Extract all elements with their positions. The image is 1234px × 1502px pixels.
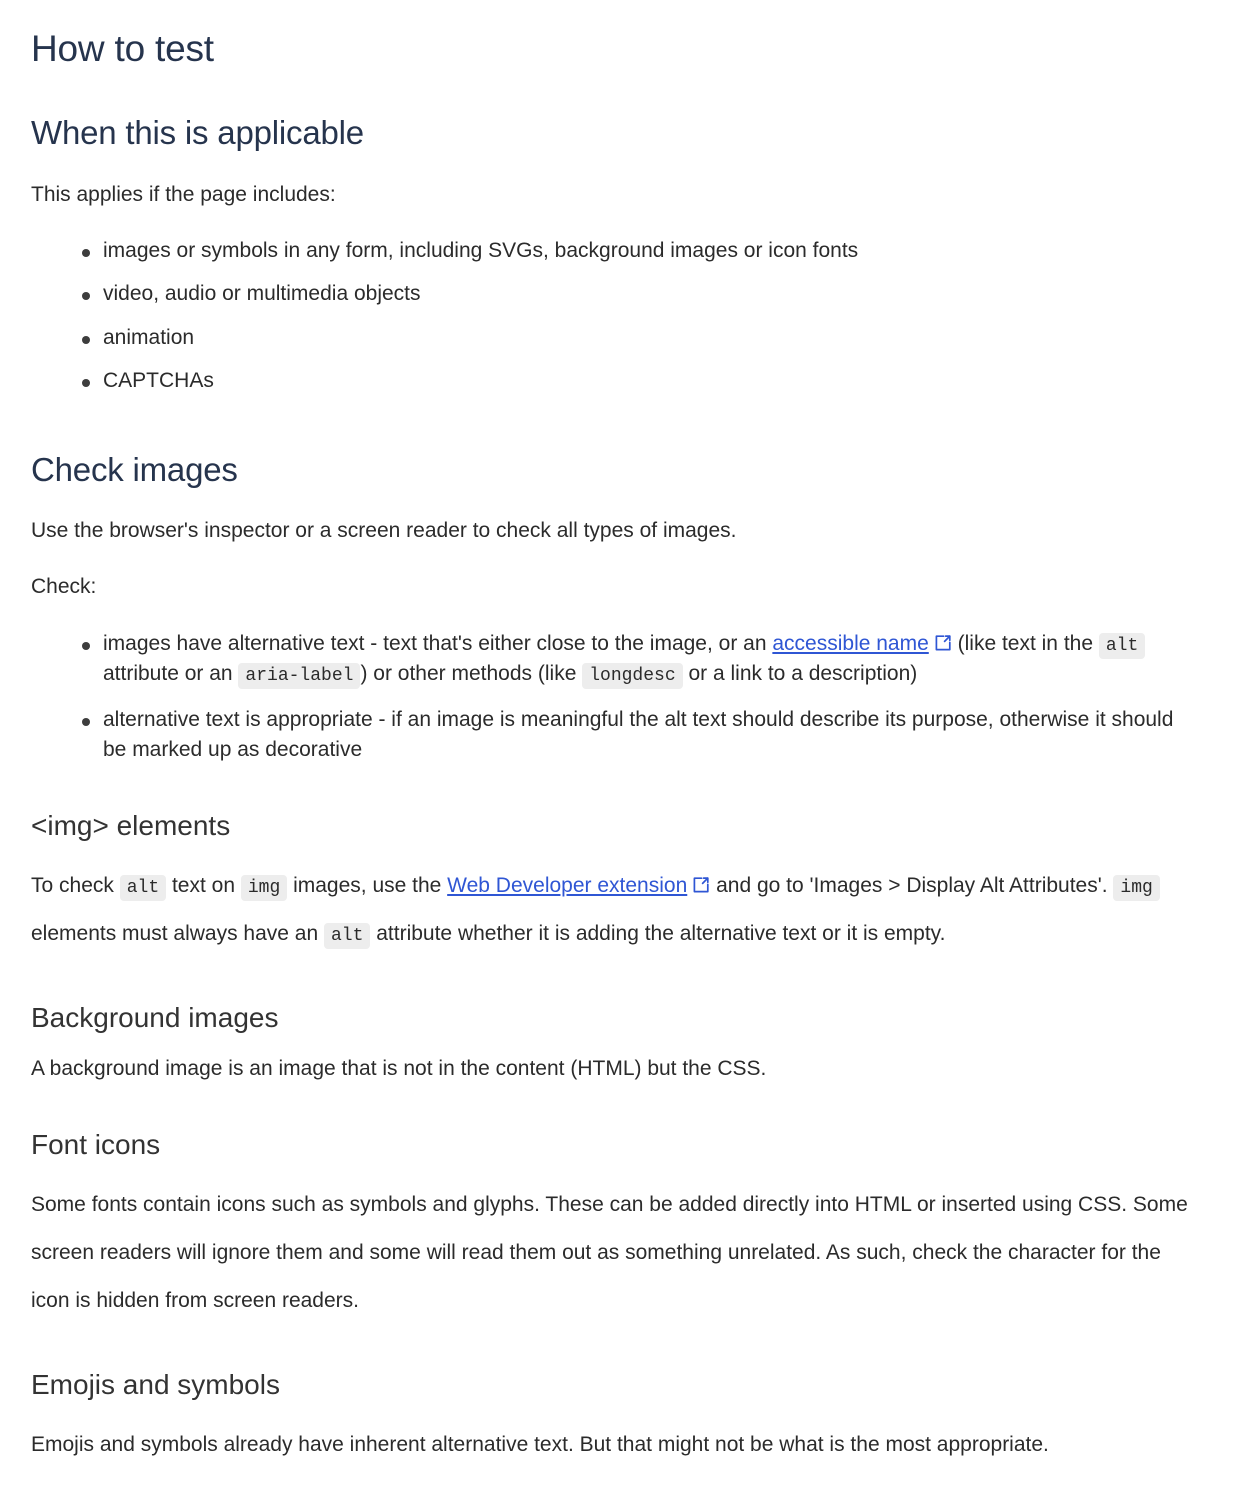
bullet-text-part: (like text in the bbox=[951, 631, 1099, 655]
bullet-text-part: attribute or an bbox=[103, 662, 239, 686]
check-label: Check: bbox=[31, 575, 97, 599]
list-item bbox=[31, 629, 1202, 690]
applicable-list bbox=[31, 236, 1202, 397]
text-part: images, use the bbox=[287, 873, 448, 897]
bullet-text-part: images have alternative text - text that's either close to the image, or an bbox=[103, 631, 773, 655]
section-heading-emojis-and-symbols: Emojis and symbols bbox=[31, 1368, 280, 1400]
code-img: img bbox=[241, 875, 287, 901]
section-heading-font-icons: Font icons bbox=[31, 1128, 161, 1160]
check-images-list bbox=[31, 629, 1202, 766]
code-aria-label: aria-label bbox=[238, 663, 360, 689]
section-heading-background-images: Background images bbox=[31, 1001, 279, 1033]
code-alt: alt bbox=[1099, 633, 1145, 659]
text-part: To check bbox=[31, 873, 120, 897]
text-part: text on bbox=[166, 873, 241, 897]
text-part: elements must always have an bbox=[31, 921, 324, 945]
img-elements-body bbox=[31, 862, 1202, 958]
code-alt: alt bbox=[324, 923, 370, 949]
list-item: alternative text is appropriate - if an image is meaningful the alt text should describe its purpose, otherwise it should be marked up as decorative bbox=[31, 705, 1202, 766]
code-img: img bbox=[1113, 875, 1159, 901]
link-label: accessible name bbox=[772, 631, 929, 655]
section-heading-when-applicable: When this is applicable bbox=[31, 114, 364, 152]
code-alt: alt bbox=[120, 875, 166, 901]
font-icons-body: Some fonts contain icons such as symbols and glyphs. These can be added directly into HTML or inserted using CSS. Some screen readers will ignore them and some will read them out as something unrelated. As such, check the character for the icon is hidden from screen readers. bbox=[31, 1192, 1188, 1312]
check-images-intro-text: Use the browser's inspector or a screen reader to check all types of images. bbox=[31, 518, 737, 542]
section-heading-check-images: Check images bbox=[31, 450, 238, 488]
page-title: How to test bbox=[31, 28, 214, 69]
web-developer-extension-link[interactable] bbox=[447, 874, 687, 897]
list-item: animation bbox=[31, 323, 1202, 353]
link-label: Web Developer extension bbox=[447, 873, 688, 897]
code-longdesc: longdesc bbox=[582, 663, 682, 689]
accessible-name-link[interactable] bbox=[772, 632, 928, 655]
bullet-text-part: ) or other methods (like bbox=[360, 662, 583, 686]
emojis-body: Emojis and symbols already have inherent alternative text. But that might not be what is the most appropriate. bbox=[31, 1432, 1049, 1456]
external-link-icon bbox=[934, 634, 952, 652]
background-images-body: A background image is an image that is not in the content (HTML) but the CSS. bbox=[31, 1057, 767, 1081]
list-item: video, audio or multimedia objects bbox=[31, 279, 1202, 309]
list-item: images or symbols in any form, including SVGs, background images or icon fonts bbox=[31, 236, 1202, 266]
applicable-intro-text: This applies if the page includes: bbox=[31, 182, 336, 206]
text-part: attribute whether it is adding the alternative text or it is empty. bbox=[370, 921, 946, 945]
section-heading-img-elements: <img> elements bbox=[31, 809, 231, 841]
external-link-icon bbox=[692, 876, 710, 894]
list-item: CAPTCHAs bbox=[31, 366, 1202, 396]
bullet-text-part: or a link to a description) bbox=[682, 662, 918, 686]
text-part: and go to 'Images > Display Alt Attributes'. bbox=[710, 873, 1114, 897]
